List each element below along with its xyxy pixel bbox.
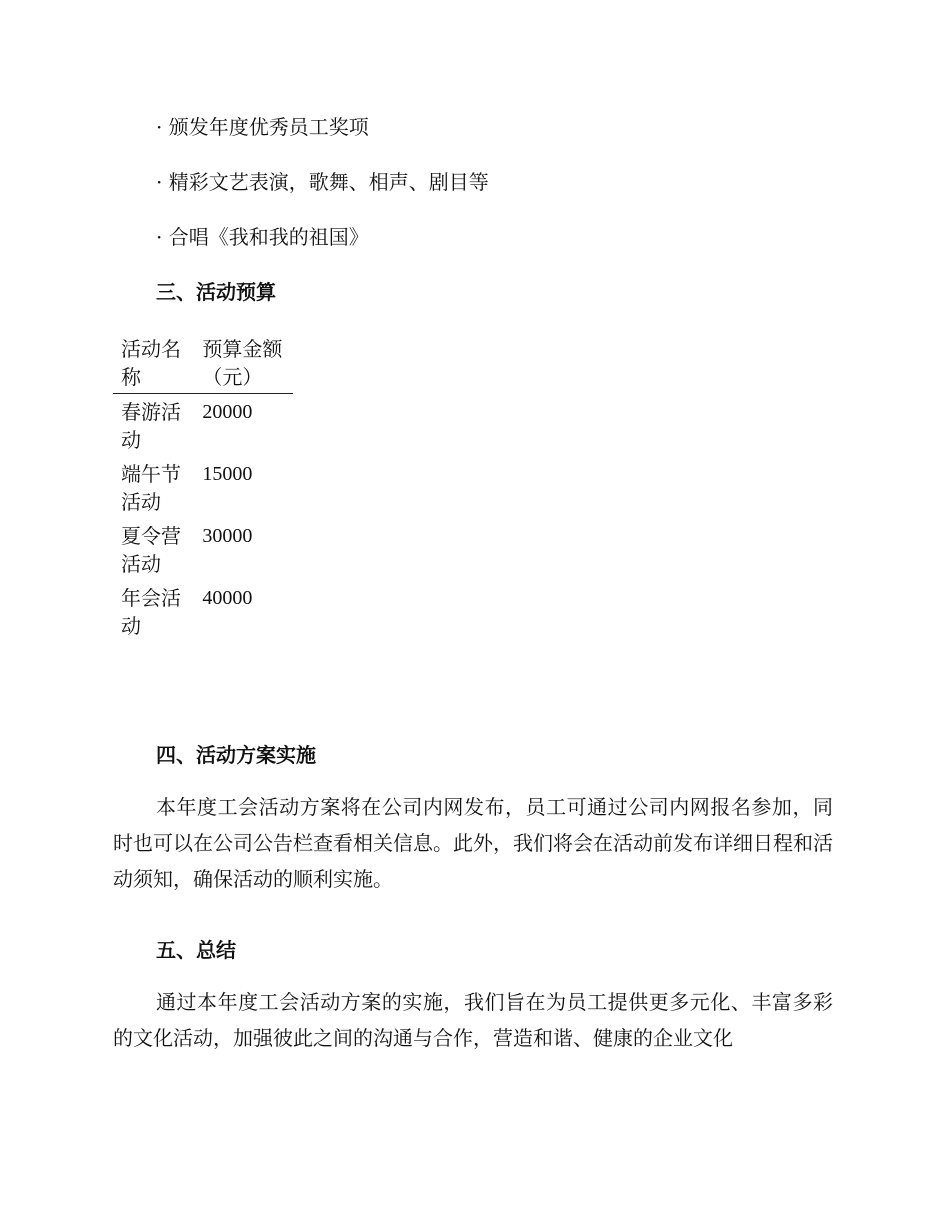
section-heading-implementation: 四、活动方案实施 [156,743,316,767]
bullet-performance: · 精彩文艺表演，歌舞、相声、剧目等 [156,170,489,194]
table-cell-activity: 年会活动 [121,586,181,638]
table-header-amount: 预算金额（元） [202,337,283,389]
table-row [113,394,293,458]
table-header-activity: 活动名称 [121,337,181,389]
bullet-chorus: · 合唱《我和我的祖国》 [156,225,369,249]
summary-paragraph: 通过本年度工会活动方案的实施，我们旨在为员工提供更多元化、丰富多彩的文化活动，加强彼此之间的沟通与合作，营造和谐、健康的企业文化 [113,990,833,1050]
budget-table [113,335,293,643]
implementation-paragraph: 本年度工会活动方案将在公司内网发布，员工可通过公司内网报名参加，同时也可以在公司公告栏查看相关信息。此外，我们将会在活动前发布详细日程和活动须知，确保活动的顺利实施。 [113,795,833,891]
table-header-row [113,335,293,394]
section-heading-budget: 三、活动预算 [156,280,276,304]
table-row [113,581,293,643]
table-row [113,457,293,519]
table-cell-amount: 20000 [202,401,253,423]
table-cell-amount: 40000 [202,587,253,609]
section-heading-summary: 五、总结 [156,938,236,962]
table-cell-amount: 30000 [202,525,253,547]
table-cell-amount: 15000 [202,463,253,485]
table-cell-activity: 夏令营活动 [121,524,181,576]
bullet-award: · 颁发年度优秀员工奖项 [156,115,369,139]
table-row [113,519,293,581]
table-cell-activity: 春游活动 [121,400,181,452]
table-cell-activity: 端午节活动 [121,462,181,514]
